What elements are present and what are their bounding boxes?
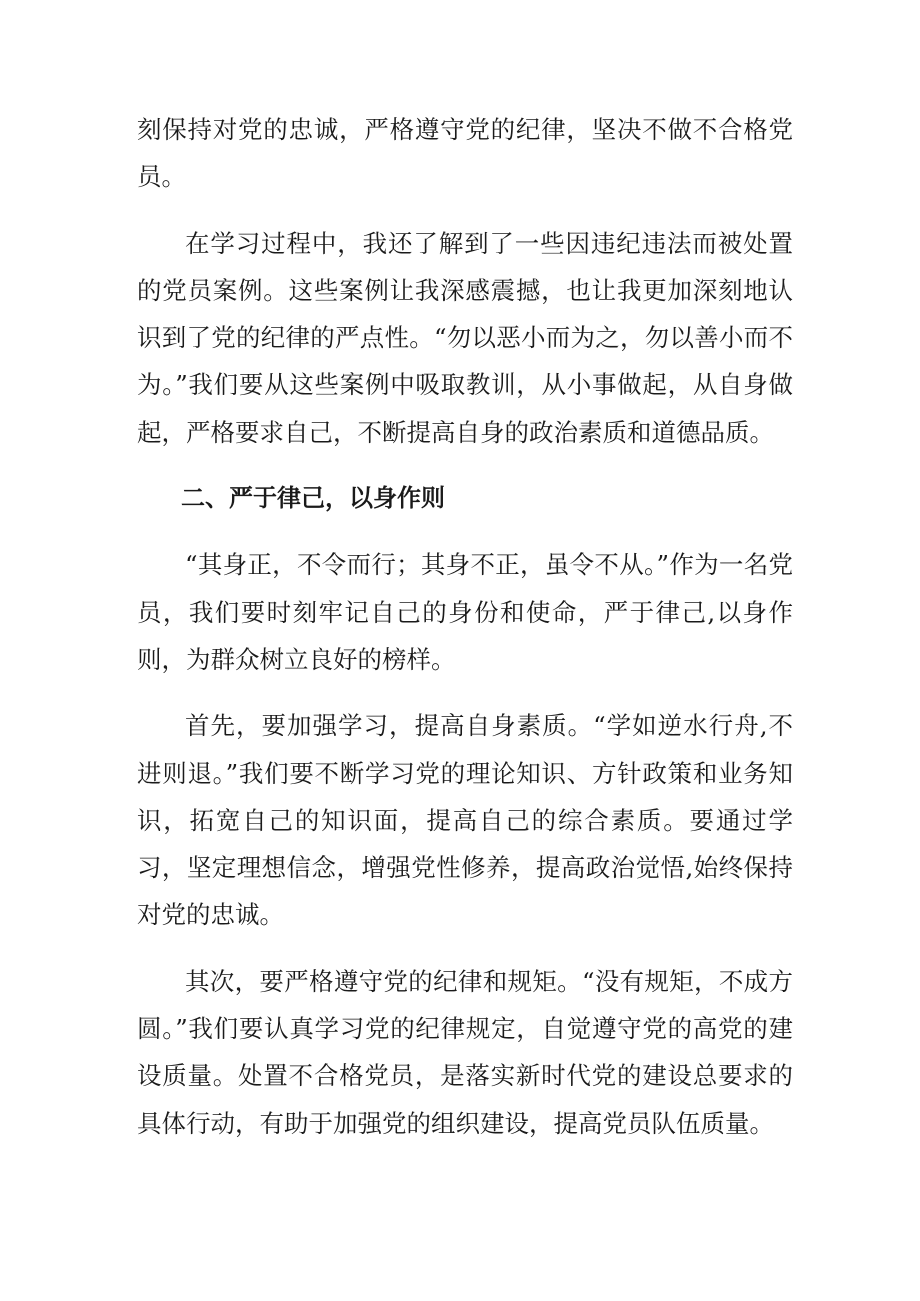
paragraph-study: 首先，要加强学习，提高自身素质。“学如逆水行舟,不进则退。”我们要不断学习党的理论知识、方针政策和业务知识，拓宽自己的知识面，提高自己的综合素质。要通过学习，坚定理想信念，增强党性修养，提高政治觉悟,始终保持对党的忠诚。 [137, 711, 793, 930]
document-body [137, 106, 793, 1166]
paragraph-case-study: 在学习过程中，我还了解到了一些因违纪违法而被处置的党员案例。这些案例让我深感震撼，也让我更加深刻地认识到了党的纪律的严点性。“勿以恶小而为之，勿以善小而不为。”我们要从这些案例中吸取教训，从小事做起，从自身做起，严格要求自己，不断提高自身的政治素质和道德品质。 [137, 228, 793, 447]
paragraph-discipline: 其次，要严格遵守党的纪律和规矩。“没有规矩，不成方圆。”我们要认真学习党的纪律规定，自觉遵守党的高党的建设质量。处置不合格党员，是落实新时代党的建设总要求的具体行动，有助于加强党的组织建设，提高党员队伍质量。 [137, 966, 793, 1138]
paragraph-continuation: 刻保持对党的忠诚，严格遵守党的纪律，坚决不做不合格党员。 [137, 115, 793, 192]
paragraph-role-model: “其身正，不令而行；其身不正，虽令不从。”作为一名党员，我们要时刻牢记自己的身份和使命，严于律己,以身作则，为群众树立良好的榜样。 [137, 550, 793, 674]
section-heading: 二、严于律己，以身作则 [181, 484, 445, 513]
